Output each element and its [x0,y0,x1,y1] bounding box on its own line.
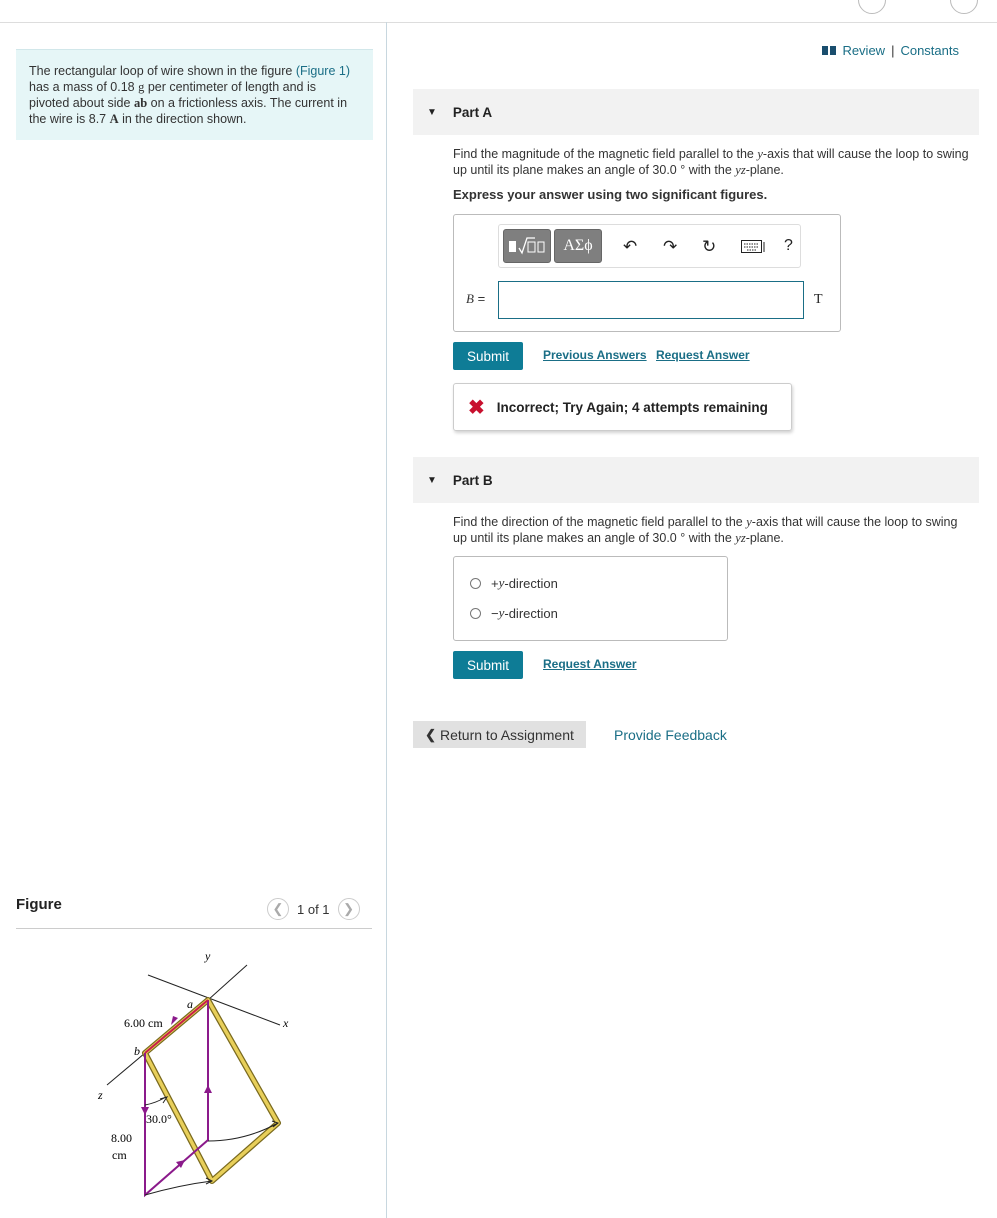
help-icon[interactable]: ? [784,237,793,254]
review-link[interactable]: Review [842,43,886,58]
return-to-assignment-button[interactable]: ❮ Return to Assignment [413,721,586,748]
direction-options [453,556,728,641]
answer-input[interactable] [498,281,804,319]
collapse-triangle-icon[interactable]: ▼ [427,106,437,118]
book-icon [822,45,836,56]
redo-icon[interactable]: ↷ [663,237,678,256]
label-y: y [205,949,211,963]
figure-title: Figure [16,896,62,913]
error-x-icon: ✖ [468,396,485,419]
x-axis-line [148,975,280,1025]
pager-count: 1 of 1 [297,901,330,917]
figure-divider [16,928,372,929]
input-label: B = [466,291,486,306]
radio-button[interactable] [470,608,481,619]
part-a-header[interactable]: ▼ Part A [413,89,979,135]
incorrect-feedback: ✖ Incorrect; Try Again; 4 attempts remaining [453,383,792,431]
part-a-submit-button[interactable]: Submit [453,342,523,370]
label-z: z [98,1088,103,1102]
current-arrow-up [204,1085,212,1093]
constants-link[interactable]: Constants [900,43,959,58]
problem-intro: The rectangular loop of wire shown in the figure (Figure 1) has a mass of 0.18 g per centimeter of length and is pivoted about side ab on a frictionless axis. The current in the wire is 8.7 A in the direction shown. [16,49,373,140]
part-b-header[interactable]: ▼ Part B [413,457,979,503]
swing-arc-bottom [145,1181,212,1195]
label-length-8: 8.00 [111,1131,132,1145]
figure-link[interactable]: (Figure 1) [295,64,351,78]
part-a-request-answer-link[interactable]: Request Answer [656,348,750,362]
template-icon[interactable] [503,229,551,263]
column-divider [386,22,387,1218]
label-b: b [134,1044,140,1058]
previous-answers-link[interactable]: Previous Answers [543,348,647,362]
label-length-8-unit: cm [112,1148,127,1162]
answer-box [453,214,841,332]
chevron-left-icon: ❮ [425,726,437,742]
loop-figure [90,945,300,1205]
label-a: a [187,997,193,1011]
radio-button[interactable] [470,578,481,589]
provide-feedback-link[interactable]: Provide Feedback [614,727,727,743]
part-b-request-answer-link[interactable]: Request Answer [543,657,637,671]
label-length-6: 6.00 cm [124,1016,163,1030]
tilted-loop [145,1000,278,1181]
option-positive-y[interactable]: + y -direction [470,575,558,591]
unit-label: T [814,292,823,307]
top-nav-button[interactable] [858,0,886,14]
review-constants: Review | Constants [822,43,959,58]
reset-icon[interactable]: ↻ [702,237,717,256]
math-toolbar [498,224,801,268]
undo-icon[interactable]: ↶ [623,237,638,256]
chevron-left-icon[interactable]: ❮ [267,898,289,920]
chevron-right-icon[interactable]: ❯ [338,898,360,920]
greek-symbols-button[interactable]: ΑΣϕ [554,229,602,263]
part-b-question: Find the direction of the magnetic field parallel to the y-axis that will cause the loop to swing up until its plane makes an angle of 30.0 ° with the yz-plane. [453,515,958,545]
top-nav-button[interactable] [950,0,978,14]
label-angle: 30.0° [146,1112,172,1126]
part-b-submit-button[interactable]: Submit [453,651,523,679]
keyboard-icon[interactable] [741,240,767,254]
part-a-question: Find the magnitude of the magnetic field parallel to the y-axis that will cause the loop to swing up until its plane makes an angle of 30.0 ° with the yz-plane. [453,147,969,177]
figure-pager [267,897,360,921]
label-x: x [283,1016,289,1030]
option-negative-y[interactable]: − y -direction [470,605,558,621]
y-axis-line [208,965,247,1000]
collapse-triangle-icon[interactable]: ▼ [427,474,437,486]
top-divider [0,22,997,23]
part-a-instruction: Express your answer using two significant figures. [453,187,768,202]
